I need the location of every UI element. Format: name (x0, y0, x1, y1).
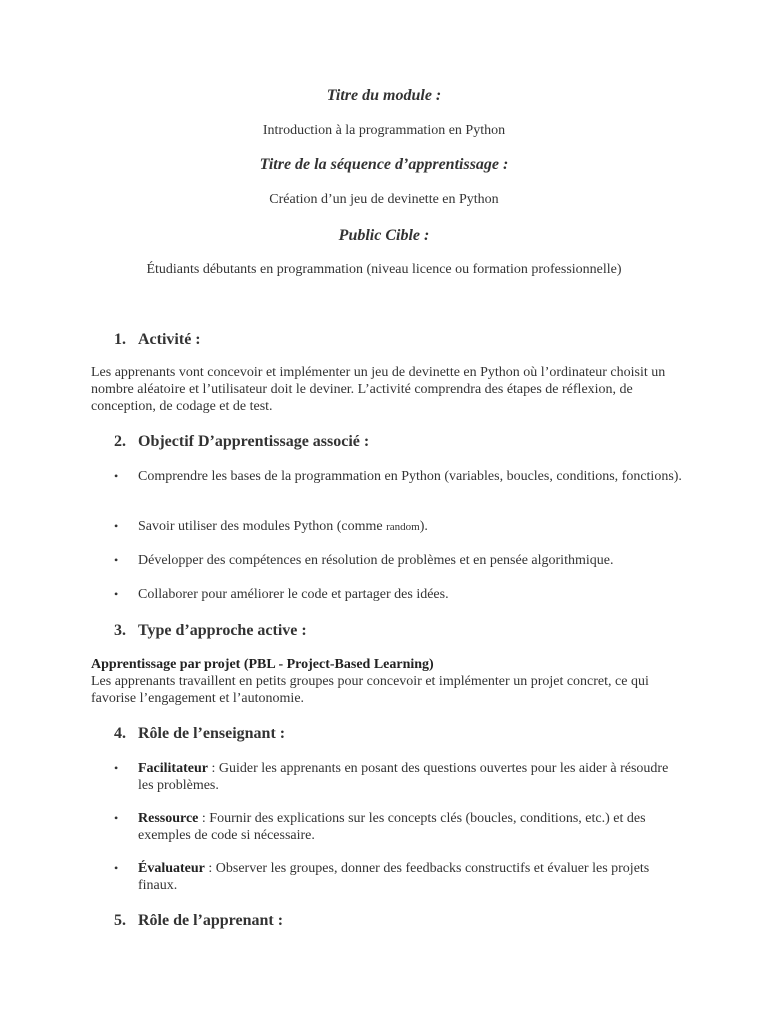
bullet-icon: • (114, 761, 119, 775)
objective-text-1: Comprendre les bases de la programmation en Python (variables, boucles, conditions, fonctions). (138, 469, 682, 484)
approach-description: Les apprenants travaillent en petits groupes pour concevoir et implémenter un projet concret, ce qui favorise l’engagement et l’autonomie. (91, 674, 649, 706)
section-3-heading (114, 621, 307, 641)
sequence-title-label: Titre de la séquence d’apprentissage : (259, 156, 509, 173)
bullet-icon: • (114, 469, 119, 483)
section-5-title: Rôle de l’apprenant : (138, 912, 284, 929)
section-2-heading (114, 432, 369, 452)
objective-text-3: Développer des compétences en résolution de problèmes et en pensée algorithmique. (138, 553, 614, 568)
audience-label: Public Cible : (338, 227, 430, 244)
section-4-number: 4. (114, 725, 126, 742)
role-resource-desc: : Fournir des explications sur les concepts clés (boucles, conditions, etc.) et des exemples de code si nécessaire. (138, 811, 646, 843)
module-title: Introduction à la programmation en Python (262, 123, 506, 138)
objective-text-2-post: ). (419, 519, 428, 534)
objective-text-2-pre: Savoir utiliser des modules Python (comme (138, 519, 387, 534)
objective-text-2 (138, 518, 684, 536)
bullet-icon: • (114, 519, 119, 533)
approach-name: Apprentissage par projet (PBL - Project-Based Learning) (91, 657, 434, 672)
audience-text: Étudiants débutants en programmation (niveau licence ou formation professionnelle) (146, 262, 622, 277)
section-3-number: 3. (114, 622, 126, 639)
teacher-role-text-2 (138, 810, 684, 844)
section-2-title: Objectif D’apprentissage associé : (138, 433, 370, 450)
section-1-title: Activité : (138, 331, 201, 348)
teacher-role-text-1 (138, 760, 684, 794)
section-1-text: Les apprenants vont concevoir et implémenter un jeu de devinette en Python où l’ordinateur choisit un nombre aléatoire et l’utilisateur doit le deviner. L’activité comprendra des étapes de réflexion, de conception, de codage et de test. (91, 365, 666, 414)
role-evaluator-desc: : Observer les groupes, donner des feedbacks constructifs et évaluer les projets finaux. (138, 861, 650, 893)
module-title-label: Titre du module : (326, 87, 442, 104)
role-facilitator-desc: : Guider les apprenants en posant des questions ouvertes pour les aider à résoudre les problèmes. (138, 761, 669, 793)
section-3-title: Type d’approche active : (138, 622, 307, 639)
section-4-heading (114, 724, 285, 744)
role-facilitator: Facilitateur (138, 761, 208, 776)
role-evaluator: Évaluateur (138, 861, 205, 876)
code-random: random (386, 521, 420, 533)
bullet-icon: • (114, 587, 119, 601)
objective-text-4: Collaborer pour améliorer le code et partager des idées. (138, 587, 449, 602)
section-5-number: 5. (114, 912, 126, 929)
teacher-role-text-3 (138, 860, 684, 894)
section-5-heading (114, 911, 283, 931)
section-4-title: Rôle de l’enseignant : (138, 725, 286, 742)
section-1-number: 1. (114, 331, 126, 348)
section-1-heading (114, 330, 201, 350)
section-3-text (91, 656, 691, 707)
bullet-icon: • (114, 861, 119, 875)
bullet-icon: • (114, 811, 119, 825)
role-resource: Ressource (138, 811, 199, 826)
section-2-number: 2. (114, 433, 126, 450)
sequence-title: Création d’un jeu de devinette en Python (269, 192, 499, 207)
bullet-icon: • (114, 553, 119, 567)
